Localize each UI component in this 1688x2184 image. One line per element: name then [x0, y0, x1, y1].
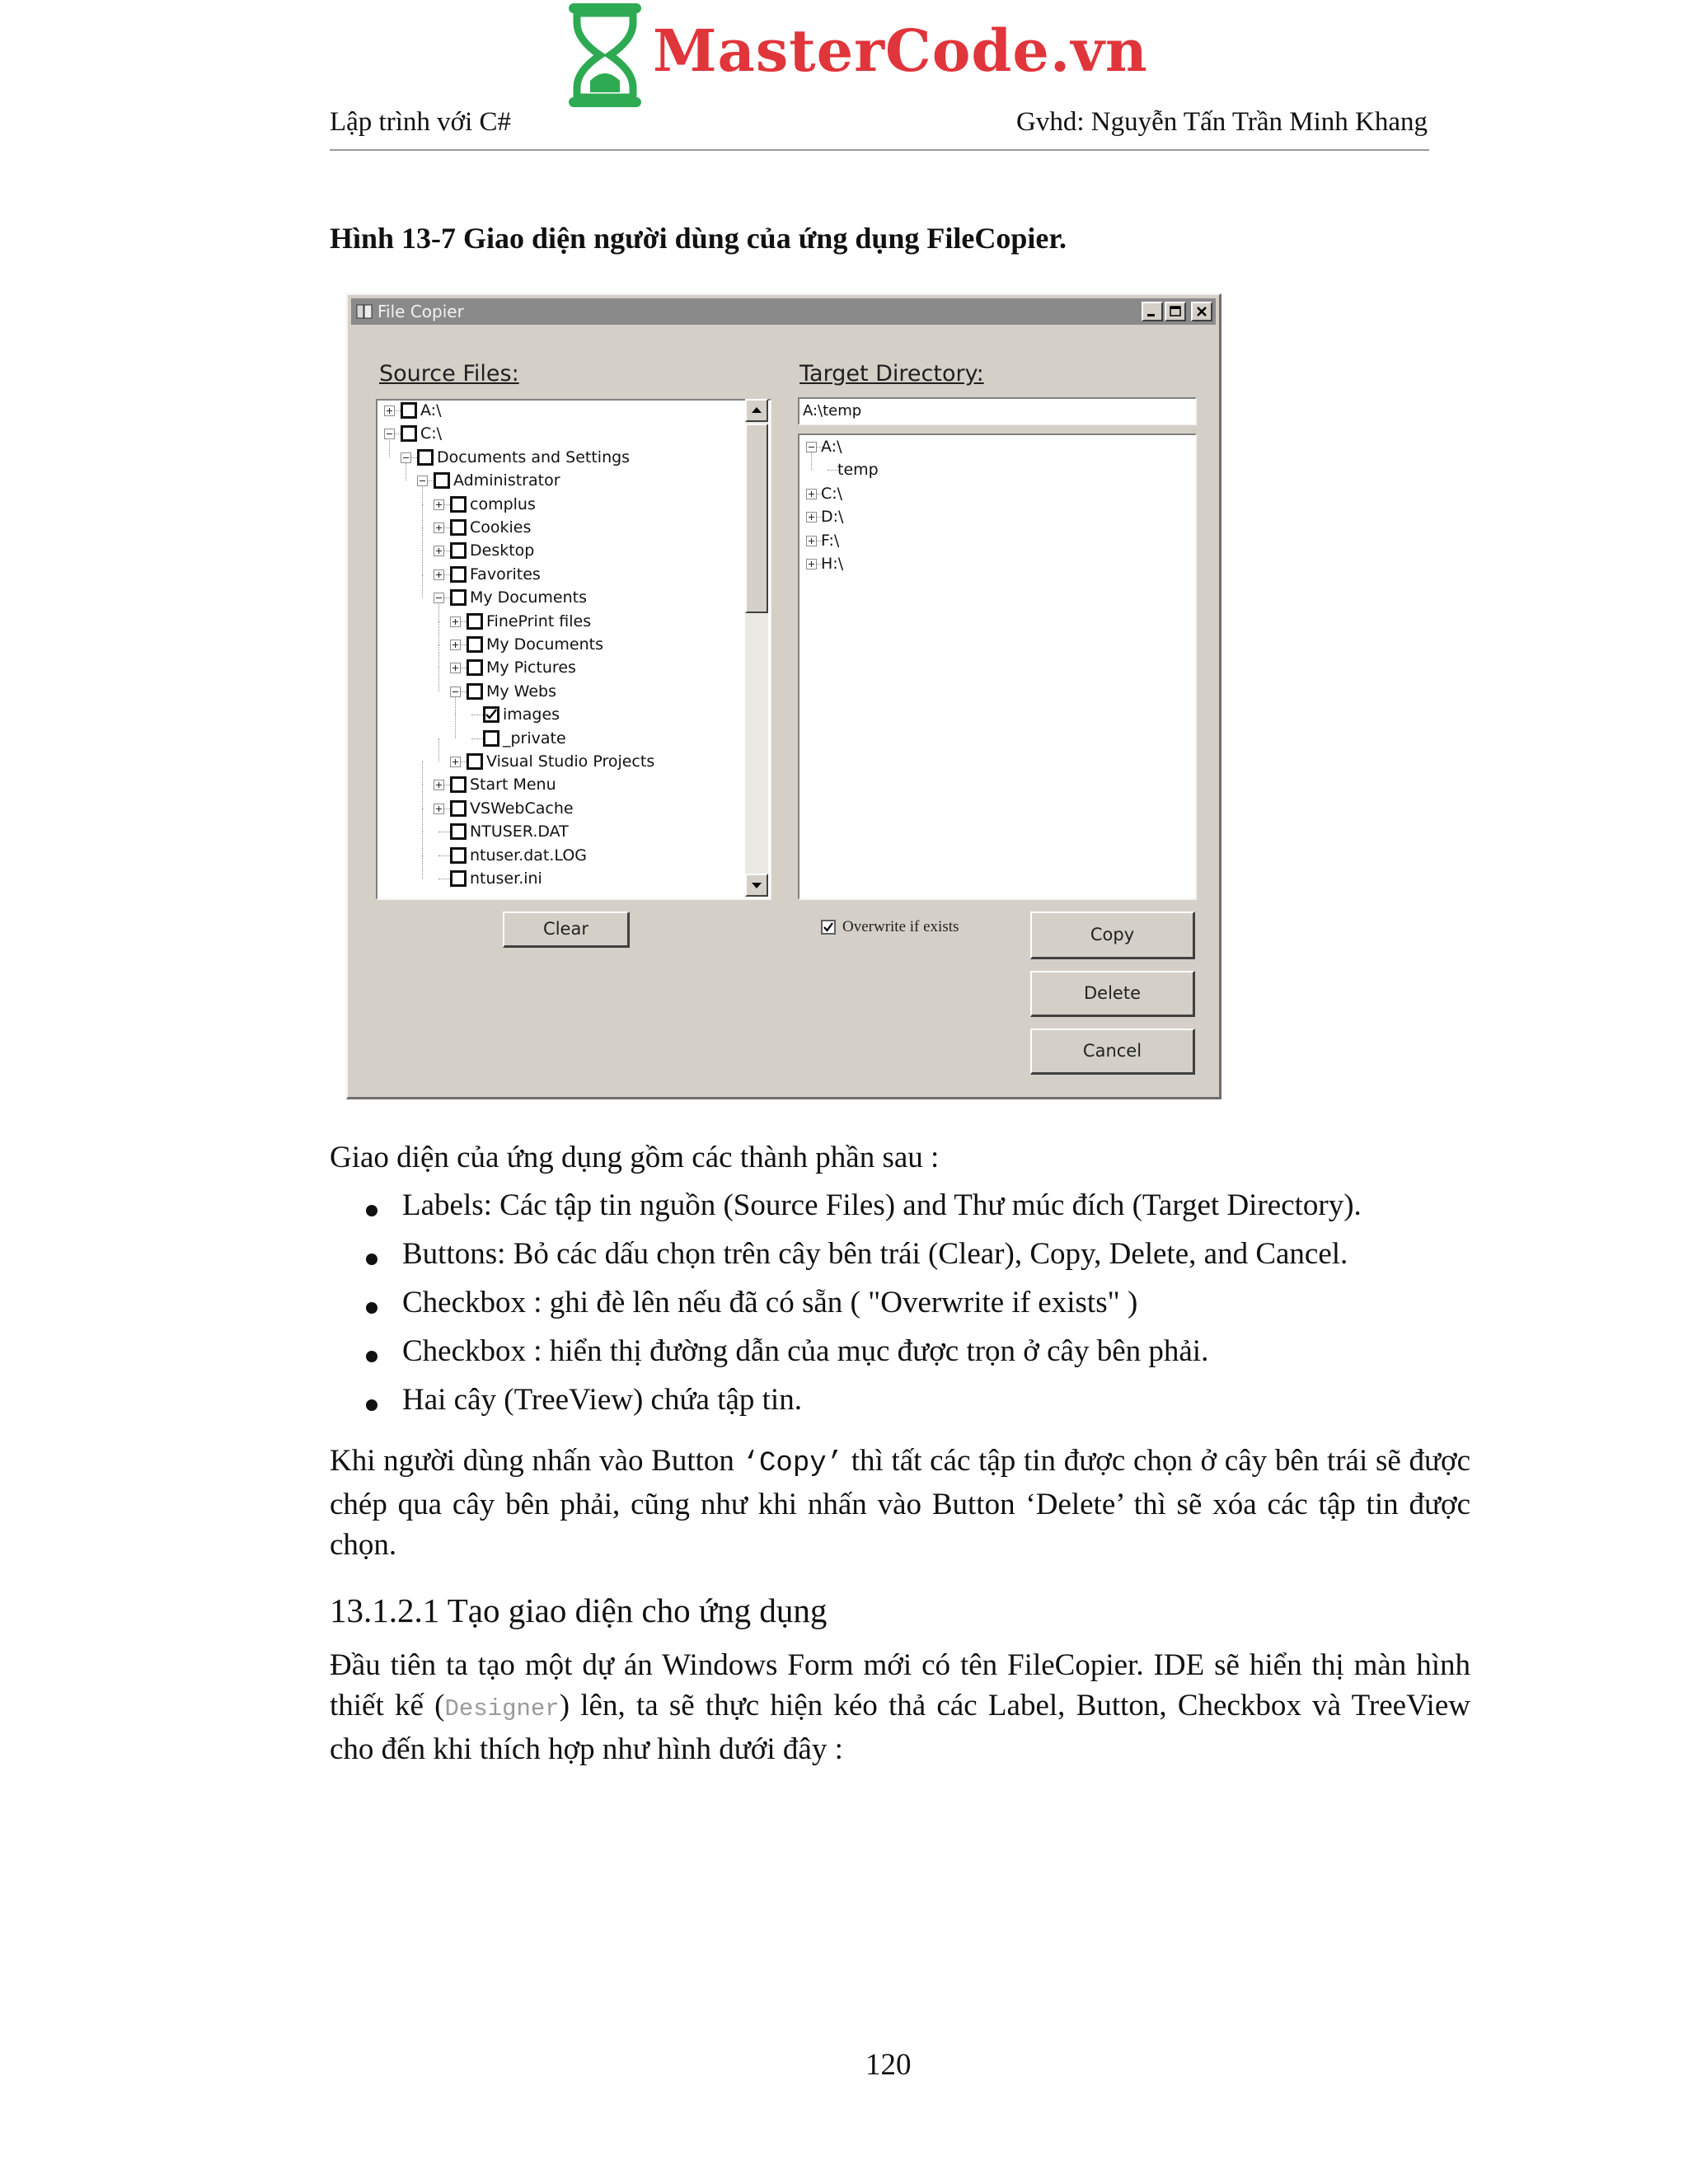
- tree-connector: [438, 621, 439, 644]
- tree-node-label[interactable]: Desktop: [470, 541, 535, 560]
- paragraph-text: ) lên, ta sẽ thực hiện kéo thả các Label, Button, Checkbox và TreeView cho đến khi thích hợp như hình dưới đây :: [330, 1689, 1470, 1766]
- expand-plus-icon[interactable]: [450, 663, 461, 673]
- tree-node-checkbox[interactable]: [401, 425, 417, 442]
- tree-connector: [422, 762, 423, 785]
- paragraph-text: thì tất các tập tin được chọn ở cây bên trái sẽ được chép qua cây bên phải, cũng như khi nhấn vào Button ‘Delete’ thì sẽ xóa các tập tin được chọn.: [330, 1444, 1470, 1562]
- checkmark-icon: [823, 921, 834, 933]
- tree-connector: [422, 808, 423, 832]
- expand-plus-icon[interactable]: [384, 405, 395, 416]
- tree-node-label[interactable]: D:\: [821, 508, 844, 527]
- page-number: 120: [865, 2048, 912, 2082]
- collapse-minus-icon[interactable]: [434, 593, 444, 603]
- paragraph-text: Khi người dùng nhấn vào Button: [330, 1444, 743, 1478]
- tree-node-label[interactable]: A:\: [821, 438, 842, 456]
- tree-node-label[interactable]: Visual Studio Projects: [486, 752, 655, 771]
- collapse-minus-icon[interactable]: [401, 452, 411, 463]
- close-icon: [1194, 304, 1209, 319]
- source-files-tree[interactable]: [376, 399, 771, 900]
- tree-node-label[interactable]: C:\: [821, 484, 843, 503]
- tree-node-checkbox[interactable]: [450, 496, 467, 513]
- tree-node-label[interactable]: ntuser.dat.LOG: [470, 846, 588, 865]
- bullet-dot: [366, 1205, 377, 1216]
- tree-node-checkbox[interactable]: [450, 566, 467, 583]
- inline-code: ‘Copy’: [742, 1448, 844, 1479]
- tree-node-label[interactable]: My Webs: [486, 682, 556, 701]
- tree-node-label[interactable]: Documents and Settings: [437, 448, 631, 466]
- tree-node-label[interactable]: ntuser.ini: [470, 869, 542, 888]
- arrow-down-icon: [747, 875, 767, 895]
- tree-node-label[interactable]: VSWebCache: [470, 799, 574, 818]
- tree-node-label[interactable]: My Pictures: [486, 658, 576, 677]
- bullet-dot: [366, 1254, 377, 1265]
- arrow-up-icon: [747, 401, 767, 420]
- bullet-dot: [366, 1399, 377, 1411]
- delete-button[interactable]: Delete: [1030, 971, 1195, 1017]
- tree-node-label[interactable]: Administrator: [453, 471, 560, 490]
- tree-node-checkbox[interactable]: [450, 800, 467, 817]
- paragraph-text: Đầu tiên ta tạo một dự án Windows Form mới có tên FileCopier. IDE sẽ hiển thị màn hình thiết kế (: [330, 1648, 1470, 1722]
- tree-connector: [422, 785, 423, 808]
- tree-node-checkbox[interactable]: [467, 683, 483, 700]
- scroll-up-button[interactable]: [745, 399, 768, 422]
- bullet-item: Labels: Các tập tin nguồn (Source Files) and Thư múc đích (Target Directory).: [402, 1188, 1362, 1222]
- tree-node-label[interactable]: Cookies: [470, 518, 532, 537]
- clear-button[interactable]: Clear: [503, 912, 630, 948]
- tree-connector: [438, 738, 439, 762]
- target-directory-label: Target Directory:: [799, 361, 984, 387]
- tree-connector: [438, 644, 439, 668]
- tree-connector: [422, 855, 423, 879]
- header-instructor: Gvhd: Nguyễn Tấn Trần Minh Khang: [1016, 107, 1428, 137]
- tree-node-label[interactable]: complus: [470, 494, 536, 513]
- tree-node-checkbox[interactable]: [483, 730, 499, 747]
- header-course-title: Lập trình với C#: [330, 107, 512, 137]
- tree-node-checkbox[interactable]: [467, 753, 483, 770]
- file-copier-window: [346, 293, 1221, 1099]
- bullet-item: Checkbox : hiển thị đường dẫn của mục được trọn ở cây bên phải.: [402, 1334, 1209, 1368]
- bullet-dot: [366, 1302, 377, 1314]
- expand-plus-icon[interactable]: [806, 559, 817, 569]
- overwrite-checkbox[interactable]: [821, 920, 836, 935]
- tree-node-checkbox[interactable]: [434, 472, 450, 489]
- tree-node-label[interactable]: temp: [837, 461, 879, 480]
- intro-paragraph: Giao diện của ứng dụng gồm các thành phần sau :: [330, 1141, 940, 1174]
- tree-connector: [422, 504, 423, 527]
- tree-node-checkbox[interactable]: [450, 542, 467, 559]
- expand-plus-icon[interactable]: [434, 780, 444, 790]
- tree-node-checkbox[interactable]: [450, 847, 467, 864]
- expand-plus-icon[interactable]: [434, 804, 444, 814]
- scroll-down-button[interactable]: [745, 874, 768, 897]
- tree-node-checkbox[interactable]: [467, 659, 483, 676]
- collapse-minus-icon[interactable]: [450, 687, 461, 697]
- tree-node-checkbox[interactable]: [450, 519, 467, 536]
- bullet-item: Checkbox : ghi đè lên nếu đã có sẵn ( "Overwrite if exists" ): [402, 1286, 1138, 1319]
- cancel-button[interactable]: Cancel: [1030, 1029, 1195, 1075]
- expand-plus-icon[interactable]: [806, 536, 817, 546]
- target-directory-tree[interactable]: [798, 434, 1197, 900]
- collapse-minus-icon[interactable]: [417, 476, 428, 486]
- collapse-minus-icon[interactable]: [806, 442, 817, 452]
- close-button[interactable]: [1191, 302, 1212, 321]
- tree-connector: [438, 668, 439, 691]
- expand-plus-icon[interactable]: [434, 546, 444, 556]
- expand-plus-icon[interactable]: [806, 512, 817, 523]
- source-tree-scrollbar[interactable]: [745, 399, 768, 897]
- window-title: File Copier: [377, 302, 464, 321]
- expand-plus-icon[interactable]: [434, 523, 444, 533]
- tree-node-checkbox[interactable]: [450, 776, 467, 793]
- scroll-thumb[interactable]: [745, 424, 768, 613]
- expand-plus-icon[interactable]: [434, 499, 444, 510]
- minimize-icon: [1145, 304, 1160, 319]
- tree-node-checkbox[interactable]: [450, 823, 467, 840]
- window-icon: [356, 303, 373, 320]
- inline-code: Designer: [444, 1695, 560, 1722]
- section-heading: 13.1.2.1 Tạo giao diện cho ứng dụng: [330, 1591, 828, 1629]
- copy-delete-paragraph: [330, 1441, 1470, 1565]
- collapse-minus-icon[interactable]: [384, 429, 395, 439]
- target-path-value: A:\temp: [803, 402, 862, 419]
- bullet-dot: [366, 1351, 377, 1362]
- minimize-button[interactable]: [1142, 302, 1163, 321]
- tree-node-label[interactable]: images: [503, 705, 560, 724]
- checkmark-icon: [485, 709, 497, 720]
- expand-plus-icon[interactable]: [806, 489, 817, 499]
- tree-node-label[interactable]: My Documents: [470, 588, 588, 607]
- tree-connector: [422, 832, 423, 855]
- header-divider: [330, 149, 1429, 151]
- tree-node-label[interactable]: H:\: [821, 555, 844, 573]
- tree-node-label[interactable]: C:\: [420, 424, 443, 443]
- tree-node-label[interactable]: A:\: [420, 401, 442, 419]
- hourglass-logo-icon: [565, 2, 645, 109]
- tree-node-label[interactable]: Start Menu: [470, 776, 556, 794]
- designer-paragraph: [330, 1645, 1470, 1769]
- tree-node-checkbox[interactable]: [467, 636, 483, 653]
- maximize-icon: [1168, 304, 1183, 319]
- tree-node-checkbox[interactable]: [483, 706, 499, 723]
- expand-plus-icon[interactable]: [434, 569, 444, 580]
- copy-button[interactable]: Copy: [1030, 912, 1195, 959]
- expand-plus-icon[interactable]: [450, 640, 461, 650]
- target-path-textbox[interactable]: [798, 397, 1197, 425]
- tree-connector: [422, 527, 423, 551]
- tree-node-label[interactable]: My Documents: [486, 635, 604, 654]
- tree-node-label[interactable]: NTUSER.DAT: [470, 823, 569, 841]
- tree-node-checkbox[interactable]: [417, 449, 434, 466]
- bullet-item: Hai cây (TreeView) chứa tập tin.: [402, 1383, 802, 1417]
- tree-node-checkbox[interactable]: [467, 613, 483, 630]
- tree-connector: [422, 574, 423, 598]
- tree-node-checkbox[interactable]: [450, 589, 467, 606]
- tree-node-label[interactable]: F:\: [821, 531, 840, 550]
- tree-node-checkbox[interactable]: [450, 870, 467, 887]
- tree-node-checkbox[interactable]: [401, 402, 417, 419]
- tree-node-label[interactable]: Favorites: [470, 565, 541, 583]
- bullet-item: Buttons: Bỏ các dấu chọn trên cây bên trái (Clear), Copy, Delete, and Cancel.: [402, 1237, 1348, 1271]
- brand-logo: MasterCode.vn: [653, 16, 1148, 85]
- expand-plus-icon[interactable]: [450, 616, 461, 627]
- tree-node-label[interactable]: FinePrint files: [486, 612, 592, 630]
- tree-node-label[interactable]: _private: [503, 729, 566, 748]
- figure-caption: Hình 13-7 Giao diện người dùng của ứng dụng FileCopier.: [330, 222, 1067, 255]
- overwrite-checkbox-label: Overwrite if exists: [842, 918, 959, 935]
- tree-connector: [422, 551, 423, 574]
- source-files-label: Source Files:: [379, 361, 519, 387]
- tree-connector: [455, 715, 456, 738]
- window-titlebar: [351, 298, 1216, 325]
- maximize-button[interactable]: [1165, 302, 1186, 321]
- expand-plus-icon[interactable]: [450, 757, 461, 767]
